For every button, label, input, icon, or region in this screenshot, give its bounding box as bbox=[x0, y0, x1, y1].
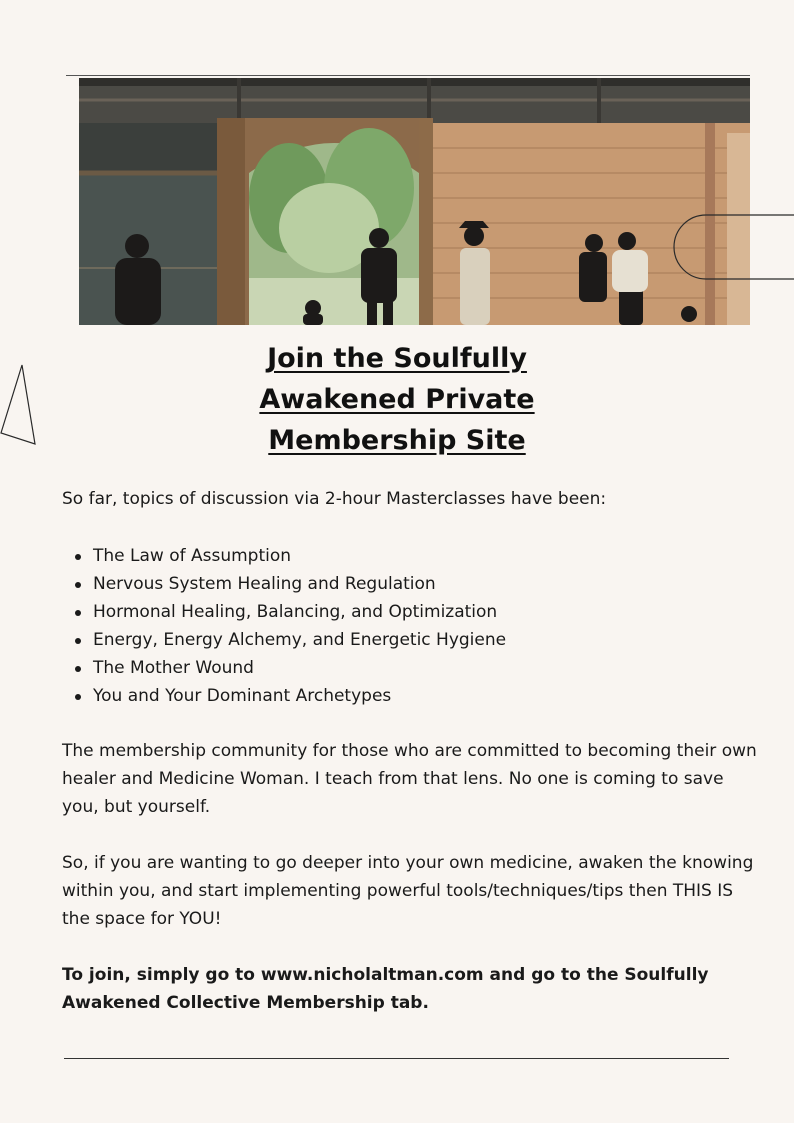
bottom-divider bbox=[64, 1058, 729, 1059]
title-line-2: Awakened Private bbox=[259, 384, 535, 415]
topics-list bbox=[62, 542, 752, 710]
invitation-paragraph: So, if you are wanting to go deeper into your own medicine, awaken the knowing within you, and start implementing powerful tools/techniques/tips then THIS IS the space for YOU! bbox=[62, 853, 754, 929]
intro-text: So far, topics of discussion via 2-hour Masterclasses have been: bbox=[62, 489, 607, 509]
list-item: You and Your Dominant Archetypes bbox=[62, 682, 752, 710]
join-instructions: To join, simply go to www.nicholaltman.com and go to the Soulfully Awakened Collective Membership tab. bbox=[62, 965, 709, 1013]
list-item: Nervous System Healing and Regulation bbox=[62, 570, 752, 598]
decorative-arc bbox=[670, 212, 794, 282]
top-divider bbox=[66, 75, 750, 76]
decorative-triangle bbox=[0, 360, 40, 450]
list-item: The Law of Assumption bbox=[62, 542, 752, 570]
title-line-3: Membership Site bbox=[268, 425, 526, 456]
community-paragraph: The membership community for those who are committed to becoming their own healer and Medicine Woman. I teach from that lens. No one is coming to save you, but yourself. bbox=[62, 741, 757, 817]
list-item: The Mother Wound bbox=[62, 654, 752, 682]
title-line-1: Join the Soulfully bbox=[267, 343, 527, 374]
page-title bbox=[170, 338, 624, 461]
list-item: Hormonal Healing, Balancing, and Optimization bbox=[62, 598, 752, 626]
list-item: Energy, Energy Alchemy, and Energetic Hygiene bbox=[62, 626, 752, 654]
header-photo bbox=[79, 78, 750, 325]
